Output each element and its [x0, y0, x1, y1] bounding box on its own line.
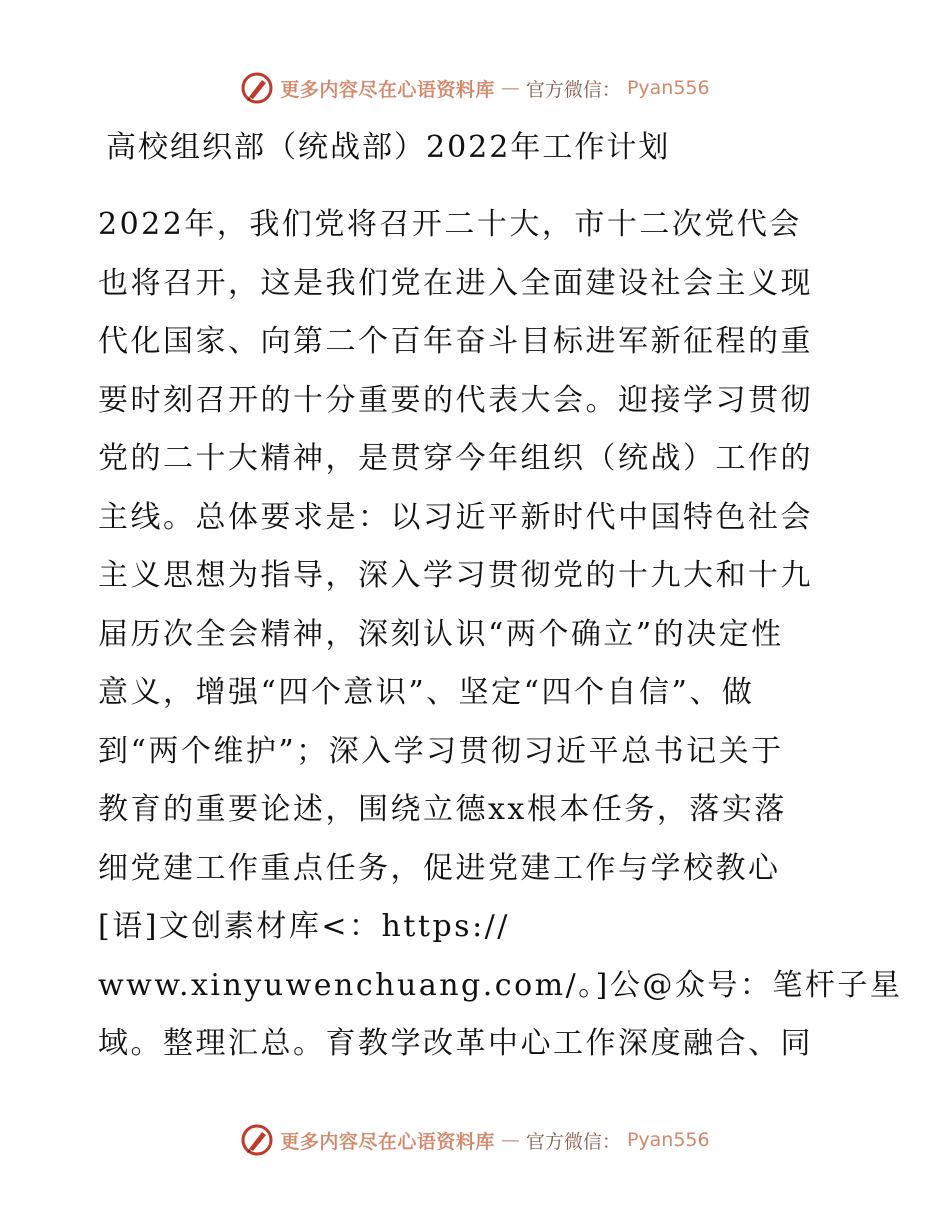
watermark-wechat-id: Pyan556 [626, 77, 710, 99]
body-line: 主义思想为指导，深入学习贯彻党的十九大和十九 [98, 558, 813, 593]
watermark-wechat-id: Pyan556 [626, 1129, 710, 1151]
body-line: 细党建工作重点任务，促进党建工作与学校教心 [98, 850, 781, 886]
body-line: 意义，增强“四个意识”、坚定“四个自信”、做 [98, 675, 755, 710]
watermark-official-label: 官方微信： [525, 78, 621, 101]
watermark-text: 更多内容尽在心语资料库 [280, 78, 495, 101]
body-line: 域。整理汇总。育教学改革中心工作深度融合、同 [98, 1026, 813, 1061]
body-line: 党的二十大精神，是贯穿今年组织（统战）工作的 [98, 441, 813, 476]
body-line: 要时刻召开的十分重要的代表大会。迎接学习贯彻 [98, 382, 813, 418]
document-title: 高校组织部（统战部）2022年工作计划 [106, 130, 671, 165]
watermark-dash: — [500, 1129, 520, 1151]
watermark-dash: — [500, 77, 520, 99]
watermark-footer [0, 1118, 950, 1162]
watermark-official-label: 官方微信： [525, 1130, 621, 1153]
body-line: 主线。总体要求是：以习近平新时代中国特色社会 [98, 499, 813, 535]
body-line-link: [语]文创素材库<：https:// [98, 909, 510, 944]
watermark-header [0, 66, 950, 110]
body-line: 到“两个维护”；深入学习贯彻习近平总书记关于 [98, 733, 784, 769]
body-line: 教育的重要论述，围绕立德xx根本任务，落实落 [98, 792, 787, 827]
pen-logo-icon [240, 71, 274, 105]
pen-logo-icon [240, 1123, 274, 1157]
body-line: 2022年，我们党将召开二十大，市十二次党代会 [98, 207, 802, 242]
document-body [98, 196, 903, 1074]
watermark-text: 更多内容尽在心语资料库 [280, 1130, 495, 1153]
body-line: 也将召开，这是我们党在进入全面建设社会主义现 [98, 265, 813, 301]
body-line: 届历次全会精神，深刻认识“两个确立”的决定性 [98, 616, 784, 652]
body-line: 代化国家、向第二个百年奋斗目标进军新征程的重 [98, 324, 813, 359]
body-line-link: www.xinyuwenchuang.com/。]公@众号：笔杆子星 [98, 967, 903, 1003]
